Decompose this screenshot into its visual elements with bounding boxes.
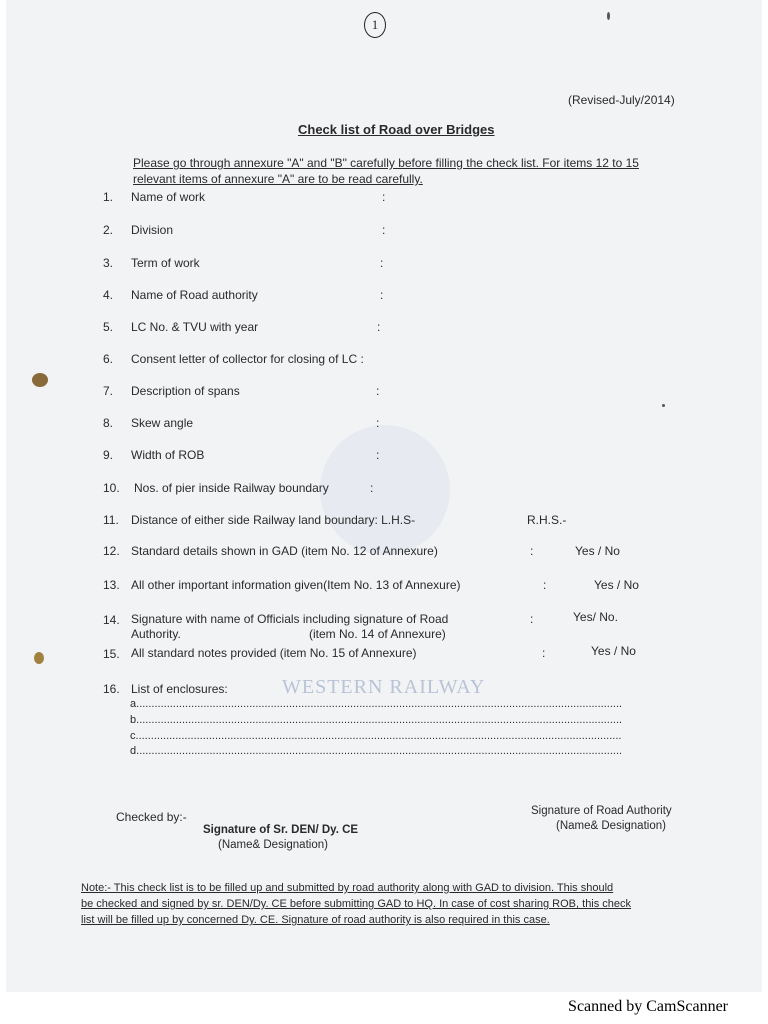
item-number: 13. — [103, 578, 120, 592]
item-label: Skew angle — [131, 416, 194, 430]
item-label: Signature with name of Officials including signature of Road — [131, 612, 449, 626]
note-line-1: Note:- This check list is to be filled up and submitted by road authority along with GAD to division. This should — [81, 882, 614, 894]
item-number: 4. — [103, 288, 114, 302]
item-rhs: R.H.S.- — [527, 513, 567, 527]
item-label: Name of work — [131, 190, 206, 204]
item-colon: : — [376, 416, 380, 430]
checked-by-label: Checked by:- — [116, 810, 187, 824]
stamp-watermark: WESTERN RAILWAY — [282, 676, 486, 698]
scan-blemish — [662, 404, 665, 407]
item-colon: : — [530, 612, 534, 626]
item-number: 12. — [103, 544, 120, 558]
item-colon: : — [370, 481, 374, 495]
item-label: Nos. of pier inside Railway boundary — [134, 481, 329, 495]
intro-line-2: relevant items of annexure "A" are to be read carefully. — [133, 172, 423, 186]
item-label-line3: (item No. 14 of Annexure) — [309, 627, 446, 641]
scan-blemish — [607, 12, 610, 20]
page-number: 1 — [364, 12, 386, 38]
item-label-line2: Authority. — [131, 627, 181, 641]
revision-note: (Revised-July/2014) — [568, 93, 675, 107]
intro-line-1: Please go through annexure "A" and "B" carefully before filling the check list. For items 12 to 15 — [133, 156, 639, 170]
page-title: Check list of Road over Bridges — [298, 122, 495, 137]
item-colon: : — [377, 320, 381, 334]
item-label: Width of ROB — [131, 448, 205, 462]
enclosure-letter: b. — [130, 714, 140, 726]
item-number: 11. — [103, 513, 119, 527]
note-line-3: list will be filled up by concerned Dy. CE. Signature of road authority is also required in this case. — [81, 914, 550, 926]
item-label: Term of work — [131, 256, 200, 270]
dotted-rule: .............................................................................................................................................................. — [139, 745, 623, 757]
scanner-footer: Scanned by CamScanner — [568, 998, 728, 1015]
signature-den-sub: (Name& Designation) — [218, 839, 328, 851]
item-number: 1. — [103, 190, 114, 204]
item-label: Name of Road authority — [131, 288, 258, 302]
item-colon: : — [380, 256, 384, 270]
item-colon: : — [382, 190, 386, 204]
item-label: Standard details shown in GAD (item No. 12 of Annexure) — [131, 544, 438, 558]
signature-den-label: Signature of Sr. DEN/ Dy. CE — [203, 824, 359, 836]
item-number: 2. — [103, 223, 114, 237]
enclosure-letter: c. — [130, 730, 139, 742]
item-colon: : — [376, 384, 380, 398]
item-colon: : — [542, 646, 546, 660]
item-colon: : — [543, 578, 547, 592]
signature-road-label: Signature of Road Authority — [531, 805, 672, 817]
yes-no-option: Yes / No — [575, 544, 620, 558]
item-label: Description of spans — [131, 384, 240, 398]
item-label: Consent letter of collector for closing of LC : — [131, 352, 364, 366]
yes-no-option: Yes / No — [594, 578, 639, 592]
enclosure-letter: a. — [130, 698, 140, 710]
item-colon: : — [382, 223, 386, 237]
item-number: 8. — [103, 416, 114, 430]
item-number: 7. — [103, 384, 114, 398]
scan-blemish — [34, 652, 44, 664]
scan-blemish — [32, 373, 48, 387]
item-number: 10. — [103, 481, 120, 495]
item-number: 6. — [103, 352, 114, 366]
faded-seal — [320, 425, 450, 555]
enclosure-line — [130, 714, 623, 726]
note-line-2: be checked and signed by sr. DEN/Dy. CE before submitting GAD to HQ. In case of cost sharing ROB, this check — [81, 898, 632, 910]
item-label: Distance of either side Railway land boundary: L.H.S- — [131, 513, 416, 527]
item-label: All other important information given(Item No. 13 of Annexure) — [131, 578, 461, 592]
yes-no-option: Yes/ No. — [573, 610, 618, 624]
enclosure-line — [130, 730, 622, 742]
item-number: 14. — [103, 613, 120, 627]
yes-no-option: Yes / No — [591, 644, 636, 658]
item-colon: : — [376, 448, 380, 462]
item-label: LC No. & TVU with year — [131, 320, 259, 334]
item-number: 9. — [103, 448, 114, 462]
dotted-rule: .............................................................................................................................................................. — [138, 730, 622, 742]
enclosure-line — [130, 698, 623, 710]
item-label: Division — [131, 223, 174, 237]
dotted-rule: .............................................................................................................................................................. — [139, 698, 623, 710]
item-number: 3. — [103, 256, 114, 270]
signature-road-sub: (Name& Designation) — [556, 820, 666, 832]
item-number: 5. — [103, 320, 114, 334]
item-label: All standard notes provided (item No. 15 of Annexure) — [131, 646, 417, 660]
item-colon: : — [380, 288, 384, 302]
item-number: 15. — [103, 647, 120, 661]
item-colon: : — [530, 544, 534, 558]
item-label: List of enclosures: — [131, 682, 228, 696]
enclosure-letter: d. — [130, 745, 140, 757]
enclosure-line — [130, 745, 623, 757]
dotted-rule: .............................................................................................................................................................. — [139, 714, 623, 726]
item-number: 16. — [103, 682, 120, 696]
